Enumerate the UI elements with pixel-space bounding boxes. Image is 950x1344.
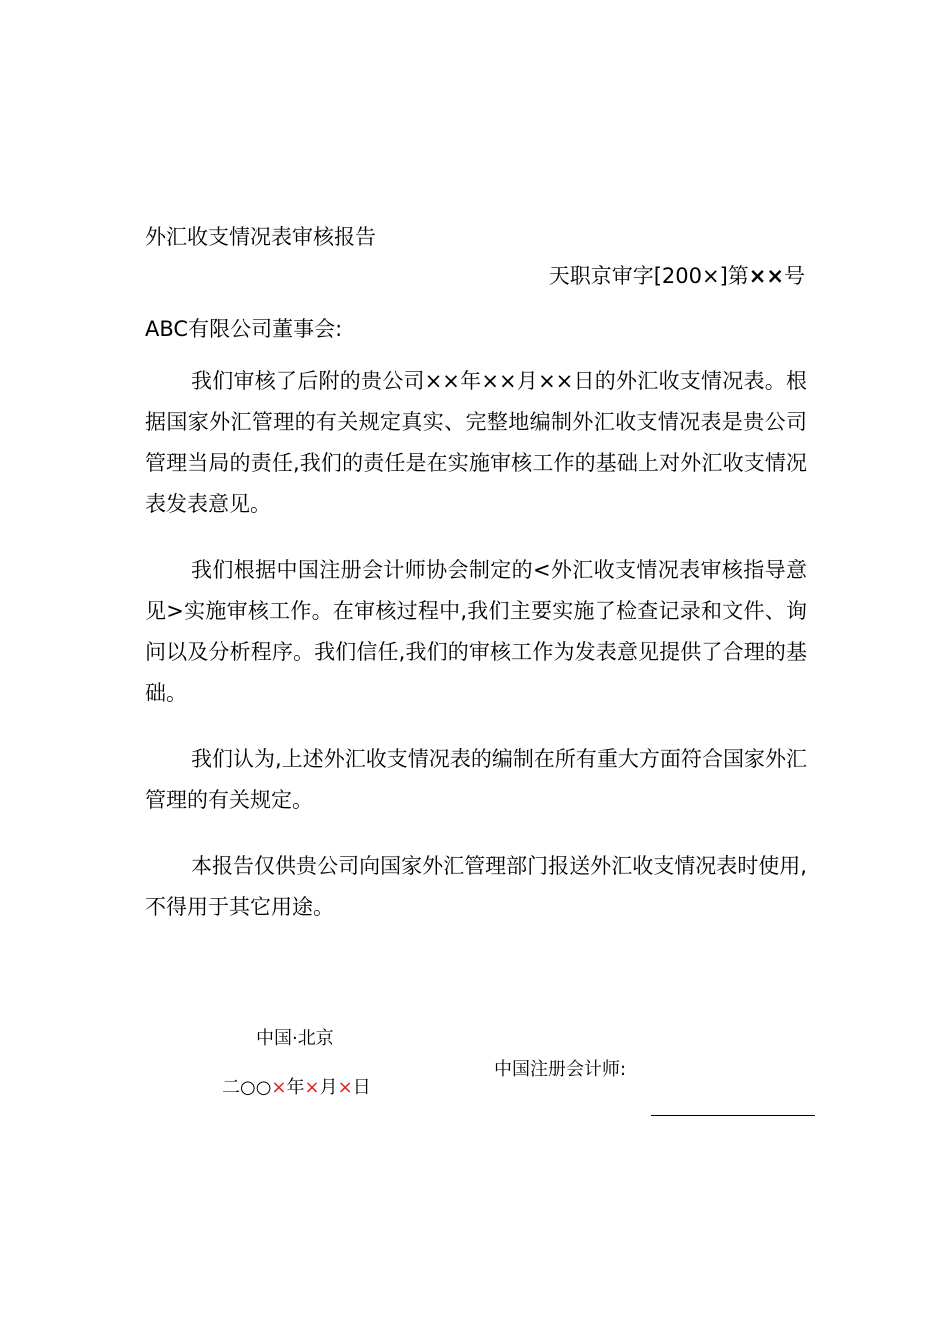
date-year-unit: 年 — [286, 1077, 305, 1098]
signing-date — [222, 1075, 371, 1101]
addressee: ABC有限公司董事会: — [145, 317, 343, 341]
report-title: 外汇收支情况表审核报告 — [145, 225, 376, 249]
date-year-prefix: 二○○ — [222, 1077, 272, 1098]
body-paragraph-1: 我们审核了后附的贵公司××年××月××日的外汇收支情况表。根据国家外汇管理的有关规定真实、完整地编制外汇收支情况表是贵公司管理当局的责任,我们的责任是在实施审核工作的基础上对外汇收支情况表发表意见。 — [145, 369, 807, 516]
date-day-placeholder: × — [337, 1077, 353, 1098]
date-month-unit: 月 — [319, 1077, 338, 1098]
date-month-placeholder: × — [304, 1077, 320, 1098]
date-year-placeholder: × — [271, 1077, 287, 1098]
body-paragraph-4: 本报告仅供贵公司向国家外汇管理部门报送外汇收支情况表时使用,不得用于其它用途。 — [145, 854, 807, 919]
signing-location: 中国·北京 — [256, 1028, 334, 1049]
body-paragraph-3: 我们认为,上述外汇收支情况表的编制在所有重大方面符合国家外汇管理的有关规定。 — [145, 747, 807, 812]
body-paragraph-2: 我们根据中国注册会计师协会制定的<外汇收支情况表审核指导意见>实施审核工作。在审核过程中,我们主要实施了检查记录和文件、询问以及分析程序。我们信任,我们的审核工作为发表意见提供了合理的基础。 — [145, 558, 807, 705]
document-number-prefix: 天职京审字[200×]第 — [548, 264, 749, 288]
date-day-unit: 日 — [352, 1077, 371, 1098]
document-number-suffix: 号 — [784, 264, 805, 288]
signature-line — [651, 1115, 815, 1116]
cpa-label: 中国注册会计师: — [494, 1059, 627, 1080]
document-number-placeholder: ×× — [748, 264, 784, 288]
document-number — [549, 261, 805, 291]
